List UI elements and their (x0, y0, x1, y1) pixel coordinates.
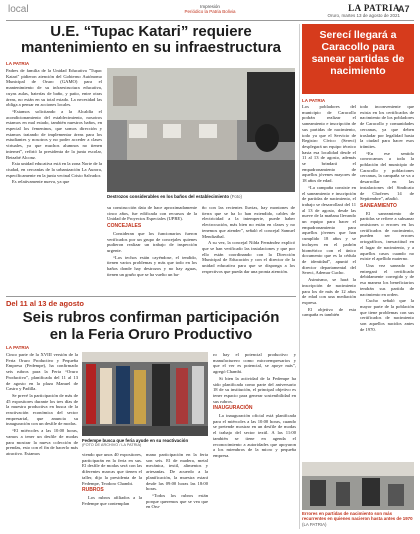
top-col2-subhead: CONCEJALES (107, 223, 142, 230)
bottom-col-1 (6, 352, 78, 530)
top-photo-credit: (Foto) (230, 194, 242, 199)
header-rule (6, 20, 414, 21)
top-col3-p1: ño con las recientes lluvias, hay montones de tierra que se ha lo han extendido, cables de electricidad a la intemperie, puede haber electrocución, más bien no están en clases y no tenemos que atender”, señaló el concejal Samuel Mendizábal. (202, 205, 295, 239)
side-title-box (302, 24, 414, 94)
side-photo-credit: (LA PATRIA) (302, 521, 327, 527)
side-col2-subhead: SANEAMIENTO (360, 202, 397, 209)
side-col2-p1: todo inconveniente que exista en los certificados de nacimiento de los pobladores de Caracollo y comunidades cercanas, ya que deben trasladar por legalidad hasta la ciudad para hacer esos trámites. (360, 104, 414, 149)
bottom-photo-credit: (FOTO DE ARCHIVO / LA PATRIA) (82, 443, 142, 448)
top-col-1 (6, 68, 102, 278)
top-headline-line1: U.E. “Tupac Katari” requiere (50, 23, 252, 40)
side-col2-p2: “En ese sentido convocamos a toda la población del municipio de Caracollo y poblaciones cercanas, la campaña se va a desarrollar en las instalaciones del Sindicato de Choferes 14 de Septiembre”, añadió. (360, 150, 414, 202)
header-periodico: Periódico la Patria Bolivia (184, 9, 236, 14)
bottom-photo-caption-text: Fedempe busca que feria ayude en su reactivación (82, 438, 189, 443)
side-col-2 (360, 104, 414, 460)
side-col1-p3: Asimismo, se hará la inscripción de nacimiento para los de más de 12 años de edad con una mediación expresa. (302, 277, 356, 305)
top-byline: LA PATRIA (6, 61, 30, 66)
bottom-col-3 (146, 452, 208, 530)
side-byline: LA PATRIA (302, 98, 326, 103)
bottom-headline (6, 309, 296, 343)
bottom-col4-subhead: INAUGURACIÓN (213, 405, 253, 412)
side-headline: Serecí llegará a Caracollo para sanear partidas de nacimiento (311, 29, 405, 77)
bottom-col-4 (213, 352, 296, 530)
top-col-2 (107, 205, 197, 293)
paper-title: LA PATRIA (348, 3, 400, 13)
bottom-col2-p2: Los rubros afiliados a la Fedempe que contemplan (82, 494, 142, 506)
section-label: local (8, 4, 29, 15)
bottom-col3-p2: “Todos los rubros están porque queremos que se vea que en Oru- (146, 492, 208, 510)
bottom-byline: LA PATRIA (6, 345, 30, 350)
header-impresion: Impresión (200, 4, 220, 9)
bottom-col4-p1: ro hay el potencial productivo y manufacturero como microempresarios y que el ver es potencial, se apoye más”, agregó Chambi. (213, 352, 296, 375)
bottom-headline-line2: en la Feria Oruro Productivo (49, 326, 253, 343)
top-col2-p1: su construcción data de hace aproximadamente cinco años, fue edificada con recursos de la Unidad de Proyectos Especiales (UPRE). (107, 205, 197, 222)
top-headline-line2: mantenimiento en su infraestructura (20, 39, 282, 56)
side-col1-p2: “La campaña consiste en el saneamiento e inscripción de partidas de nacimiento, el trabajo se desarrollará del 11 al 13 de agosto, desde las nueve de la mañana llevando un equipo para hacer el empadronamiento para aquellos jóvenes que han cumplido 18 años y se incluyen en el padrón biométrico con el único documento que es la cédula de identidad”, apuntó el director departamental del Sereci, Ademar Cucho. (302, 184, 356, 276)
bottom-col3-p1: mano participación en la feria son seis. El de madera, metal mecánica, textil, alimentos y artesanías. De acuerdo a la planificación, la muestra estará desde las 09:00 horas las 18:00 horas. (146, 452, 208, 492)
page-number: A7 (398, 4, 410, 14)
bottom-col2-subhead: RUBROS (82, 487, 104, 494)
clothing-rack-illustration (82, 352, 208, 436)
bottom-col-2 (82, 452, 142, 530)
side-col2-p5: Cucho señaló que la mayor parte de la población que tiene problemas con sus certificados de nacimiento son aquellos nacidos antes de 1970. (360, 298, 414, 332)
top-col-3 (202, 205, 295, 293)
header-center (160, 4, 260, 14)
bottom-col4-p2: Si bien la actividad de la Fedempe ha sido planificada como parte del aniversario 18 de su institución, el principal objetivo es tener espacio para generar sostenibilidad en sus rubros. (213, 375, 296, 404)
registry-office-photo (302, 462, 414, 510)
school-bathroom-photo (107, 68, 295, 192)
bottom-kicker: Del 11 al 13 de agosto (6, 299, 84, 308)
side-col2-p3: El saneamiento de partidas se refiere a subsanar omisiones o errores en los certificados de nacimiento, pueden ser errores ortográficos, inexactitud en el lugar de nacimiento, y a aquellos casos cuando no existe el apellido materno. (360, 210, 414, 262)
side-col-1 (302, 104, 356, 460)
bottom-top-rule (6, 296, 296, 297)
paper-name (292, 3, 400, 18)
bottom-col1-p2: Se prevé la participación de más de 45 expositores durante los tres días de la muestra productiva en busca de la reactivación económica del sector empresarial, que anuncia su inauguración con un desfile de modas. (6, 392, 78, 427)
registry-scene-illustration (302, 462, 414, 510)
side-photo-caption (302, 511, 414, 527)
bathroom-scene-illustration (107, 68, 295, 192)
top-col1-p1: Padres de familia de la Unidad Educativa "Tupac Katari" pidieron atención del Gobierno Autónomo Municipal de Oruro (GAMO) para el mantenimiento de su infraestructura educativa, cuyas aulas, baterías de baño, y patio, entre otras áreas, no están en su total estado. La necesidad las obliga a pensar en acciones locales. (6, 68, 102, 108)
top-col2-p3: “Los techos están cayéndose, el tendido, tienen varios problemas y más que todo en los baños donde hay destrozos y no hay aguas, tienen un gruño que se ha vuelto un ba- (107, 254, 197, 277)
top-col3-p2: A su vez, la concejal Nilda Fernández explicó que se han verificado las instalaciones y que por ello están coordinando con la Dirección Municipal de Educación y con el director de la unidad educativa para que se disponga a los respectivos que pueda dar una pronta atención. (202, 240, 295, 274)
bottom-photo-caption (82, 438, 208, 449)
bottom-col2-p1: viendo que unos 40 expositores, participarán en la feria en sus. El desfile de modas será con las diferentes marcas que tienen el taller, dijo la presidenta de la Fedempe, Teodoro Chambi. (82, 452, 142, 486)
top-col2-p2: Consideran que los funcionarios fueron verificados por un grupo de concejales quienes pudieron realizar un trabajo de inspección urgente. (107, 230, 197, 253)
top-col1-p3: Esta unidad educativa está en la zona Norte de la ciudad, en cercanías de la urbanización La Aurora, específicamente en la junta vecinal Cristo Salvador. (6, 161, 102, 178)
top-photo-caption (107, 194, 295, 199)
top-col1-p4: Es relativamente nueva, ya que (12, 179, 70, 185)
dateline: Oruro, martes 13 de agosto de 2021 (327, 13, 400, 18)
bottom-col1-p3: “El miércoles a las 10:00 horas, vamos a tener un desfile de modas para mostrar la nueva colección de prendas, esto con el fin de hacerlo más atractivo. Estamos (6, 428, 78, 456)
side-col2-p4: Una vez saneado se entregará el certificado debidamente corregido y de esa manera los beneficiarios tendrán sus partida de nacimiento en orden. (360, 262, 414, 297)
side-col1-p1: Los pobladores del municipio de Caracollo podrán realizar el saneamiento e inscripción de sus partidas de nacimiento, todo ya que el Servicio de Registro Cívico (Sereci) desplegará un equipo técnico hasta esa localidad desde el 11 al 13 de agosto, además se brindará el empadronamiento de aquellos jóvenes mayores de 18 años de edad. (302, 104, 356, 184)
side-photo-caption-text: Errores en partidas de nacimiento son más recurrentes en quienes nacieron hasta antes de 1970 (302, 511, 413, 522)
column-divider (299, 24, 300, 529)
side-col1-p4: El objetivo de esta campaña es también (302, 306, 356, 318)
top-headline (6, 24, 296, 56)
bottom-headline-line1: Seis rubros confirman participación (22, 309, 280, 326)
bottom-col4-p3: La inauguración oficial está planificada para el miércoles a las 10:00 horas, cuando se pretende mostrar en un desfile de modas el trabajo del sector textil. A las 11:00 también se tiene en agenda el reconocimiento a autoridades que apoyaron a los miembros de la micro y pequeña empresa. (213, 413, 296, 458)
top-col1-p2: “Estamos solicitando a la Alcaldía el acondicionamiento del establecimiento, nosotros estamos en mal estado, también nuestros baños, en especial los femeninos, que somos dirección y estamos tratando de implementar áreas para los estudiantes y nosotros y no poder acceder a clases virtuales, ya que muchos alumnos no tienen internet”, refirió la presidenta de la junta escolar, Betzabé Alconz. (6, 108, 102, 160)
bottom-col1-p1: Cinco parte de la XVIII versión de la Feria Oruro Productivo y Pequeña Empresa (Fedempe), ha confirmado seis rubros para la Feria “Oruro Productivo”, planificada del 11 al 13 de agosto en la plaza Manuel de Castro y Padilla. (6, 352, 78, 392)
top-photo-caption-text: Destrozos considerables en los baños del establecimiento (107, 194, 229, 199)
fair-clothing-photo (82, 352, 208, 436)
